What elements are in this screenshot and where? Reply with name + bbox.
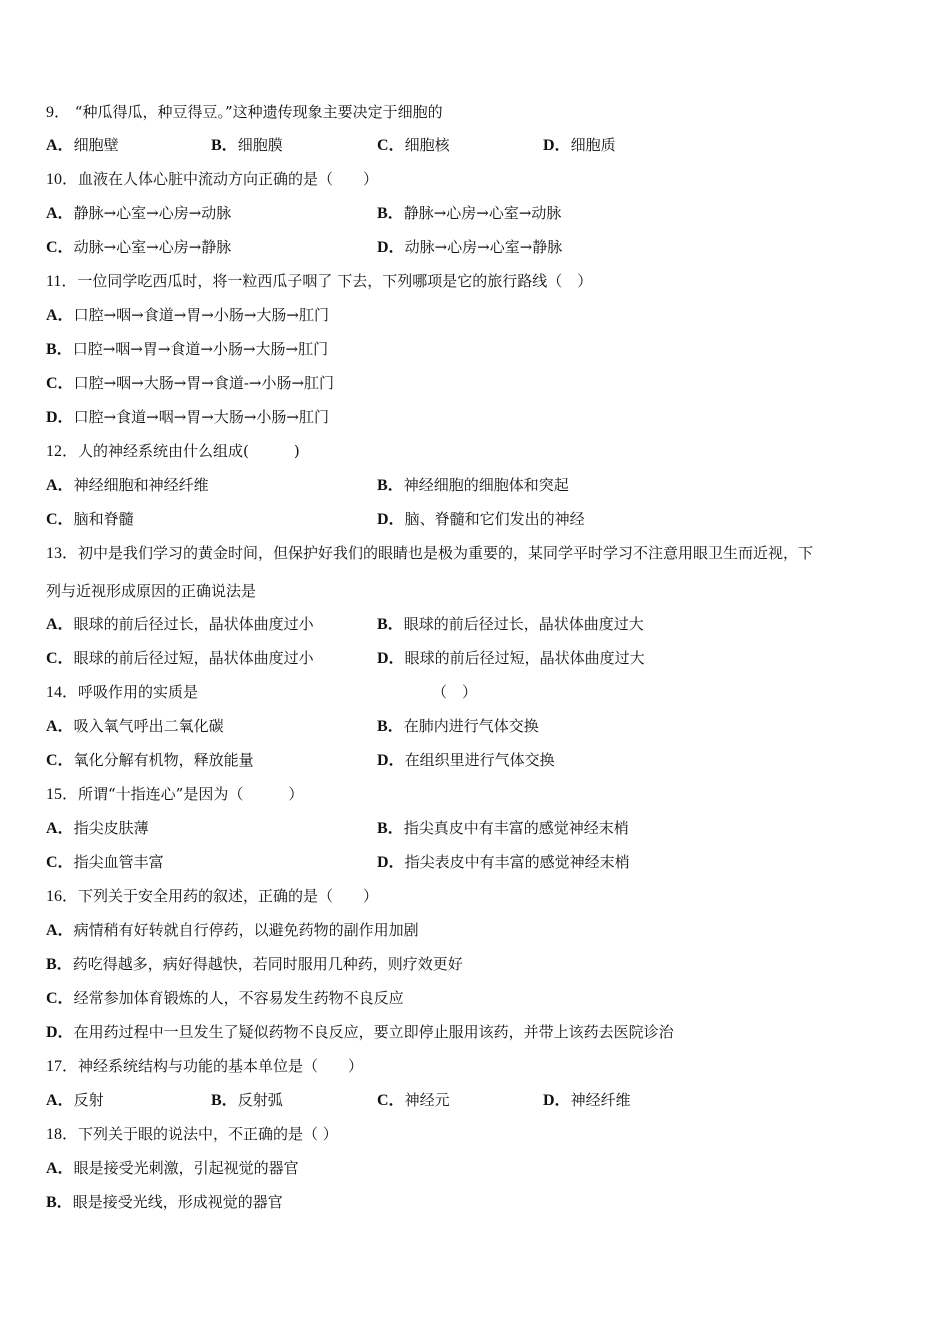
option-text: 神经元 [404,1091,450,1109]
option-letter: D． [377,854,405,871]
option-letter: B． [377,718,404,735]
option-letter: B． [377,616,404,633]
option-letter: C． [46,511,74,528]
option-text: 在用药过程中一旦发生了疑似药物不良反应，要立即停止服用该药，并带上该药去医院诊治 [73,1023,674,1041]
question-number: 13． [46,545,79,562]
option-c [46,850,164,875]
option-letter: B． [377,820,404,837]
option-d [377,748,555,773]
question-11-option-d [46,405,329,429]
option-d [377,850,630,875]
option-a [46,133,119,158]
option-text: 脑和脊髓 [73,510,134,528]
option-text: 病情稍有好转就自行停药，以避免药物的副作用加剧 [73,921,419,939]
question-11-option-a [46,303,329,327]
option-text: 神经细胞的细胞体和突起 [403,476,569,494]
option-a [46,201,231,226]
option-d [377,235,562,260]
option-b [377,714,539,739]
option-letter: C． [377,137,405,154]
option-b [377,816,629,841]
option-text: 口腔→食道→咽→胃→大肠→小肠→肛门 [73,408,329,426]
option-letter: A． [46,477,74,494]
option-letter: A． [46,205,74,222]
question-16-option-c [46,986,404,1010]
option-text: 细胞核 [404,136,450,154]
option-text: 细胞膜 [237,136,283,154]
question-text: 呼吸作用的实质是 [78,683,199,701]
question-text: 所谓“十指连心”是因为（ ） [78,785,304,803]
option-letter: C． [46,239,74,256]
option-text: 细胞质 [570,136,616,154]
option-letter: C． [46,854,74,871]
option-letter: A． [46,922,74,939]
question-18-stem [46,1122,338,1146]
option-letter: B． [377,205,404,222]
option-letter: C． [46,990,74,1007]
question-10-stem [46,167,378,191]
option-text: 眼球的前后径过长，晶状体曲度过小 [73,615,314,633]
option-letter: D． [46,1024,74,1041]
option-text: 眼球的前后径过短，晶状体曲度过小 [73,649,314,667]
option-text: 反射弧 [237,1091,283,1109]
option-letter: C． [377,1092,405,1109]
question-14-stem [46,680,478,704]
option-b [211,133,283,158]
option-letter: A． [46,1160,74,1177]
option-letter: C． [46,752,74,769]
question-15-stem [46,782,303,806]
option-a [46,1088,104,1113]
question-number: 11． [46,273,78,290]
question-16-option-d [46,1020,674,1044]
option-letter: B． [377,477,404,494]
option-letter: A． [46,820,74,837]
question-text: 初中是我们学习的黄金时间，但保护好我们的眼睛也是极为重要的，某同学平时学习不注意用眼卫生而近视，下 [78,544,814,562]
question-13-stem-line2 [46,579,256,603]
question-16-option-b [46,952,463,976]
option-d [377,507,585,532]
option-text: 口腔→咽→大肠→胃→食道-→小肠→肛门 [73,374,335,392]
question-text: 人的神经系统由什么组成( ) [78,442,300,460]
option-text: 眼球的前后径过短，晶状体曲度过大 [404,649,645,667]
question-text: 血液在人体心脏中流动方向正确的是（ ） [78,170,379,188]
option-text: 静脉→心房→心室→动脉 [403,204,562,222]
option-text: 神经细胞和神经纤维 [73,476,209,494]
option-letter: B． [46,956,73,973]
option-letter: D． [377,752,405,769]
question-number: 14． [46,684,79,701]
question-text: “种瓜得瓜，种豆得豆。”这种遗传现象主要决定于细胞的 [70,103,443,121]
option-d [543,1088,631,1113]
option-text: 经常参加体育锻炼的人，不容易发生药物不良反应 [73,989,404,1007]
option-text: 神经纤维 [570,1091,631,1109]
option-text: 眼是接受光刺激，引起视觉的器官 [73,1159,299,1177]
option-d [377,646,645,671]
option-letter: B． [211,137,238,154]
question-18-option-a [46,1156,299,1180]
question-text: 一位同学吃西瓜时，将一粒西瓜子咽了 下去，下列哪项是它的旅行路线（ ） [77,272,593,290]
option-letter: D． [543,137,571,154]
option-c [46,748,254,773]
option-letter: A． [46,307,74,324]
option-text: 动脉→心房→心室→静脉 [404,238,563,256]
option-text: 药吃得越多，病好得越快，若同时服用几种药，则疗效更好 [72,955,463,973]
question-text: 下列关于眼的说法中，不正确的是（ ） [78,1125,338,1143]
option-text: 指尖皮肤薄 [73,819,149,837]
option-text: 氧化分解有机物，释放能量 [73,751,254,769]
option-text: 指尖真皮中有丰富的感觉神经末梢 [403,819,629,837]
option-a [46,714,224,739]
question-17-stem [46,1054,363,1078]
question-9-stem [46,100,443,124]
option-text: 反射 [73,1091,104,1109]
option-c [46,507,134,532]
question-11-option-c [46,371,334,395]
option-text: 口腔→咽→食道→胃→小肠→大肠→肛门 [73,306,329,324]
option-letter: C． [46,650,74,667]
option-letter: D． [46,409,74,426]
option-c [377,133,450,158]
question-18-option-b [46,1190,283,1214]
option-letter: D． [377,650,405,667]
question-16-stem [46,884,378,908]
option-letter: D． [543,1092,571,1109]
option-b [211,1088,283,1113]
answer-parentheses: （ ） [432,683,478,701]
question-11-stem [46,269,592,293]
option-text: 静脉→心室→心房→动脉 [73,204,232,222]
option-letter: A． [46,616,74,633]
option-text: 指尖血管丰富 [73,853,164,871]
option-letter: A． [46,718,74,735]
option-c [46,646,314,671]
option-b [377,612,644,637]
option-letter: D． [377,511,405,528]
option-a [46,816,149,841]
option-letter: B． [211,1092,238,1109]
option-text: 细胞壁 [73,136,119,154]
option-a [46,473,209,498]
question-number: 18． [46,1126,79,1143]
question-12-stem [46,439,300,463]
option-letter: B． [46,1194,73,1211]
question-16-option-a [46,918,419,942]
option-letter: D． [377,239,405,256]
option-text: 口腔→咽→胃→食道→小肠→大肠→肛门 [72,340,329,358]
question-text: 神经系统结构与功能的基本单位是（ ） [78,1057,364,1075]
option-b [377,201,561,226]
question-number: 12． [46,443,79,460]
option-text: 吸入氧气呼出二氧化碳 [73,717,224,735]
option-text: 眼球的前后径过长，晶状体曲度过大 [403,615,644,633]
option-d [543,133,616,158]
question-number: 16． [46,888,79,905]
question-13-stem-line1 [46,541,813,565]
option-text: 指尖表皮中有丰富的感觉神经末梢 [404,853,630,871]
question-number: 10． [46,171,79,188]
option-text: 在肺内进行气体交换 [403,717,539,735]
option-letter: A． [46,1092,74,1109]
option-c [377,1088,450,1113]
option-c [46,235,231,260]
option-letter: A． [46,137,74,154]
question-text-continued: 列与近视形成原因的正确说法是 [46,582,257,600]
option-letter: B． [46,341,73,358]
option-letter: C． [46,375,74,392]
option-a [46,612,314,637]
question-number: 9． [46,104,71,121]
question-number: 15． [46,786,79,803]
option-b [377,473,569,498]
question-text: 下列关于安全用药的叙述，正确的是（ ） [78,887,379,905]
option-text: 眼是接受光线，形成视觉的器官 [72,1193,283,1211]
question-11-option-b [46,337,328,361]
option-text: 动脉→心室→心房→静脉 [73,238,232,256]
option-text: 脑、脊髓和它们发出的神经 [404,510,585,528]
question-number: 17． [46,1058,79,1075]
option-text: 在组织里进行气体交换 [404,751,555,769]
